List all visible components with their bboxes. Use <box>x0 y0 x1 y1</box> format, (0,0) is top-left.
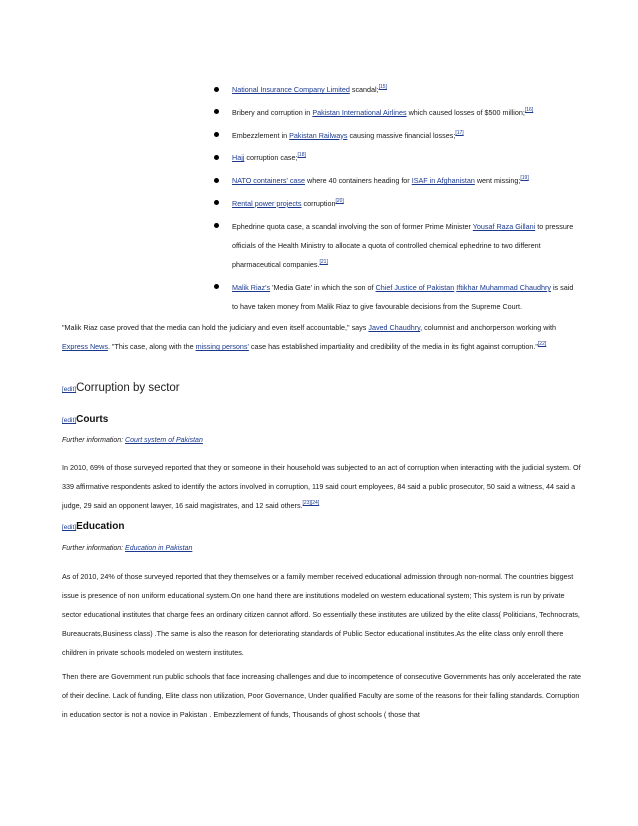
link-yousaf-raza-gillani[interactable]: Yousaf Raza Gillani <box>472 221 536 231</box>
citation-link[interactable]: [19] <box>520 175 529 182</box>
link-missing-persons[interactable]: missing persons' <box>195 342 249 351</box>
quote-paragraph: "Malik Riaz case proved that the media can hold the judiciary and even itself accountable," says Javed Chaudhry, columnist and anchorperson working with Express News. "This case, along with the missing persons' case has established impartiality and credibility of the media in its fight against corruption."[22] <box>62 323 557 351</box>
citation-link[interactable]: [20] <box>335 197 344 204</box>
citation-link[interactable]: [22] <box>537 341 547 347</box>
citation-link[interactable]: [15] <box>378 84 387 90</box>
citation-link[interactable]: [18] <box>297 152 306 159</box>
scandal-list <box>214 80 574 320</box>
list-item: NATO containers' case where 40 containers heading for ISAF in Afghanistan went missing;[19] <box>214 171 574 190</box>
list-item: Bribery and corruption in Pakistan International Airlines which caused losses of $500 million;[16] <box>214 103 574 122</box>
list-item: Hajj corruption case;[18] <box>214 148 574 167</box>
section-heading: [edit]Corruption by sector <box>62 382 180 394</box>
bullet-icon <box>214 87 219 92</box>
link-malik-riaz[interactable]: Malik Riaz's <box>232 282 271 292</box>
link-education-pakistan[interactable]: Education in Pakistan <box>125 545 193 552</box>
bullet-icon <box>214 284 219 289</box>
link-pia[interactable]: Pakistan International Airlines <box>312 107 407 117</box>
link-national-insurance[interactable]: National Insurance Company Limited <box>232 85 350 94</box>
education-heading: [edit]Education <box>62 521 125 532</box>
bullet-icon <box>214 223 219 228</box>
list-item: Malik Riaz's 'Media Gate' in which the son of Chief Justice of Pakistan Iftikhar Muhammad Chaudhry is said to have taken money from Malik Riaz to give favourable decisions from the Supreme Court. <box>214 278 574 316</box>
bullet-icon <box>214 109 219 114</box>
bullet-icon <box>214 178 219 183</box>
citation-link[interactable]: [21] <box>319 259 328 266</box>
edit-link[interactable]: [edit] <box>62 524 77 531</box>
bullet-icon <box>214 200 219 205</box>
link-court-system[interactable]: Court system of Pakistan <box>125 437 203 444</box>
edit-link[interactable]: [edit] <box>62 386 77 393</box>
further-info: Further information: Court system of Pakistan <box>62 437 203 444</box>
edit-link[interactable]: [edit] <box>62 417 77 424</box>
link-rental-power[interactable]: Rental power projects <box>232 198 302 208</box>
link-chief-justice[interactable]: Chief Justice of Pakistan <box>375 282 455 292</box>
further-info: Further information: Education in Pakistan <box>62 545 193 552</box>
link-isaf[interactable]: ISAF in Afghanistan <box>411 176 475 186</box>
list-item: Embezzlement in Pakistan Railways causing massive financial losses;[17] <box>214 126 574 145</box>
education-paragraph-1: As of 2010, 24% of those surveyed reported that they themselves or a family member received educational admission through non-normal. The countries biggest issue is presence of non uniform educational system.On one hand there are institutions modeled on western educational system; This system is run by private sector educational institutes that charge fees an ordinary citizen cannot afford. So essentially these institutes are utilized by the elite class( Politicians, Technocrats, Bureaucrats,Business class) .The same is also the reason for deteriorating standards of Public Sector educational institutes.As the elite class only enroll there children in private schools modeled on western institutes. <box>62 572 580 657</box>
link-pakistan-railways[interactable]: Pakistan Railways <box>289 130 348 140</box>
list-item: Ephedrine quota case, a scandal involving the son of former Prime Minister Yousaf Raza Gillani to pressure officials of the Health Ministry to allocate a quota of controlled chemical ephedrine to two different pharmaceutical companies.[21] <box>214 217 574 275</box>
courts-heading: [edit]Courts <box>62 414 109 425</box>
link-iftikhar-chaudhry[interactable]: Iftikhar Muhammad Chaudhry <box>456 282 551 292</box>
citation-link[interactable]: [16] <box>524 106 534 113</box>
link-hajj[interactable]: Hajj <box>232 153 245 163</box>
courts-paragraph: In 2010, 69% of those surveyed reported that they or someone in their household was subjected to an act of corruption when interacting with the judicial system. Of 339 affirmative respondents asked to identify the actors involved in corruption, 119 said court employees, 84 said a public prosecutor, 50 said a witness, 44 said a judge, 29 said an opponent lawyer, 16 said magistrates, and 12 said others.[23][24] <box>62 463 581 510</box>
list-item: National Insurance Company Limited scandal;[15] <box>214 80 574 99</box>
citation-link[interactable]: [23][24] <box>302 500 320 506</box>
bullet-icon <box>214 155 219 160</box>
bullet-icon <box>214 132 219 137</box>
link-javed-chaudhry[interactable]: Javed Chaudhry <box>368 323 421 332</box>
link-nato-containers[interactable]: NATO containers' case <box>232 176 306 186</box>
citation-link[interactable]: [17] <box>455 129 464 136</box>
list-item: Rental power projects corruption[20] <box>214 194 574 213</box>
link-express-news[interactable]: Express News <box>62 342 108 351</box>
education-paragraph-2: Then there are Government run public schools that face increasing challenges and due to incompetence of consecutive Governments has only accelerated the rate of their decline. Lack of funding, Elite class non utilization, Poor Governance, Under qualified Faculty are some of the reasons for their falling standards. Corruption in education sector is not a novice in Pakistan . Embezzlement of funds, Thousands of ghost schools ( those that <box>62 672 582 719</box>
